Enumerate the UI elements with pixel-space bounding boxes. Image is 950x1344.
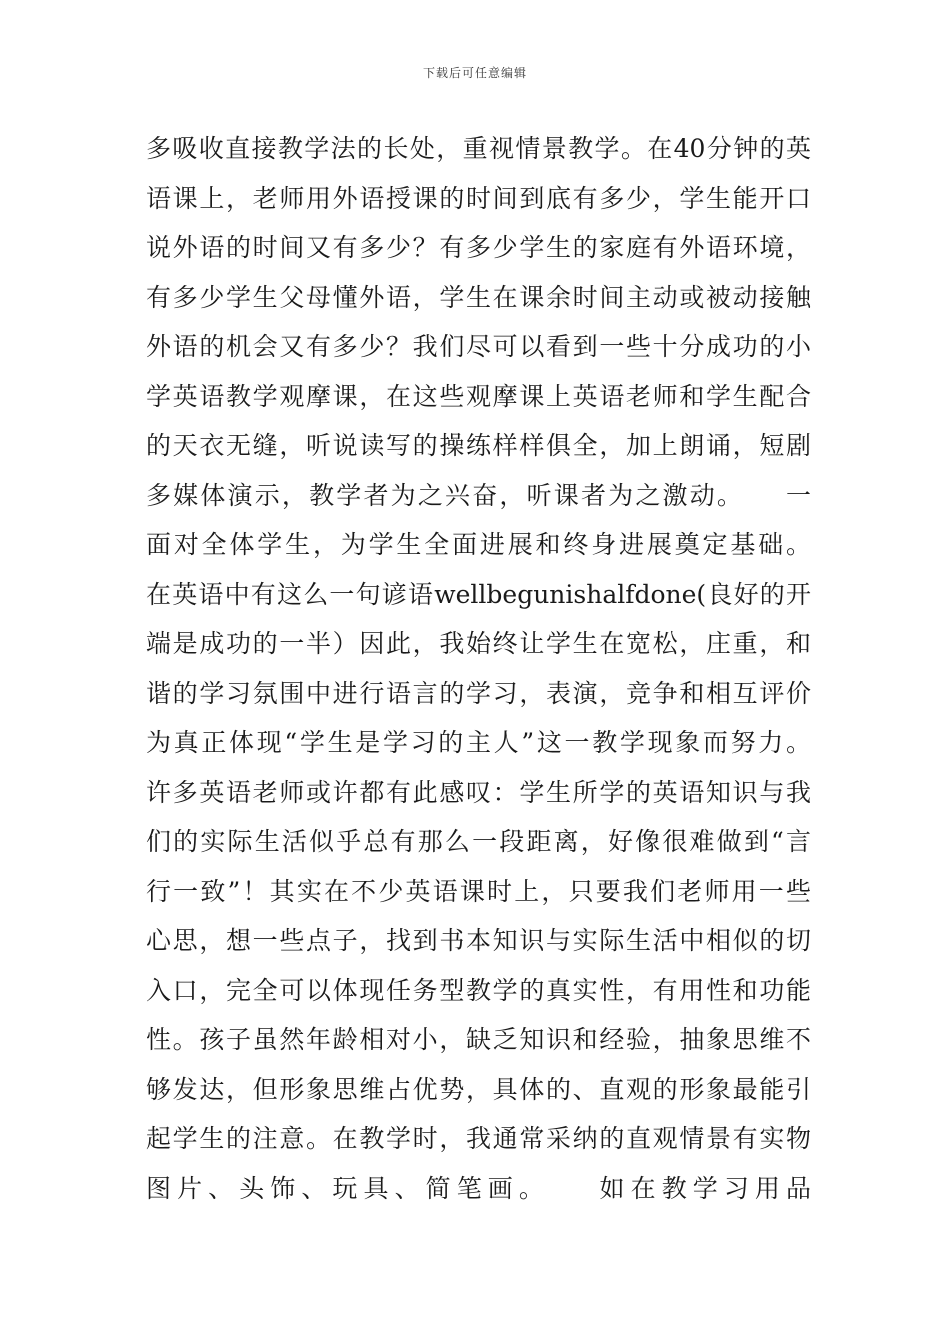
page-header: 下载后可任意编辑 bbox=[422, 66, 527, 80]
text-line: 的天衣无缝，听说读写的操练样样俱全，加上朗诵，短剧 bbox=[146, 431, 811, 460]
text-line: 学英语教学观摩课，在这些观摩课上英语老师和学生配合 bbox=[146, 381, 811, 411]
text-line: 图片、头饰、玩具、简笔画。 如在教学习用品 bbox=[146, 1173, 811, 1203]
text-line: 入口，完全可以体现任务型教学的真实性，有用性和功能 bbox=[146, 975, 811, 1005]
text-line: 够发达，但形象思维占优势，具体的、直观的形象最能引 bbox=[146, 1074, 811, 1104]
text-line: 谐的学习氛围中进行语言的学习，表演，竞争和相互评价 bbox=[146, 678, 811, 708]
text-line: 为真正体现“学生是学习的主人”这一教学现象而努力。 bbox=[146, 728, 811, 757]
text-line: 有多少学生父母懂外语，学生在课余时间主动或被动接触 bbox=[146, 282, 811, 312]
text-line: 心思，想一些点子，找到书本知识与实际生活中相似的切 bbox=[146, 926, 811, 955]
text-line: 端是成功的一半）因此，我始终让学生在宽松，庄重，和 bbox=[146, 629, 811, 658]
text-line: 性。孩子虽然年龄相对小，缺乏知识和经验，抽象思维不 bbox=[146, 1025, 811, 1054]
text-line: 语课上，老师用外语授课的时间到底有多少，学生能开口 bbox=[146, 183, 811, 213]
text-line: 起学生的注意。在教学时，我通常采纳的直观情景有实物 bbox=[146, 1124, 811, 1153]
text-line: 多媒体演示，教学者为之兴奋，听课者为之激动。 一 bbox=[146, 480, 811, 510]
text-line: 行一致”！其实在不少英语课时上，只要我们老师用一些 bbox=[146, 876, 811, 906]
body-text bbox=[146, 124, 811, 1213]
text-line: 多吸收直接教学法的长处，重视情景教学。在40分钟的英 bbox=[146, 134, 811, 163]
text-line: 在英语中有这么一句谚语wellbegunishalfdone(良好的开 bbox=[146, 579, 811, 609]
text-line: 许多英语老师或许都有此感叹：学生所学的英语知识与我 bbox=[146, 777, 811, 807]
text-line: 外语的机会又有多少？我们尽可以看到一些十分成功的小 bbox=[146, 332, 811, 361]
text-line: 面对全体学生，为学生全面进展和终身进展奠定基础。 bbox=[146, 530, 811, 559]
text-line: 们的实际生活似乎总有那么一段距离，好像很难做到“言 bbox=[146, 827, 811, 856]
text-line: 说外语的时间又有多少？有多少学生的家庭有外语环境， bbox=[146, 233, 811, 262]
